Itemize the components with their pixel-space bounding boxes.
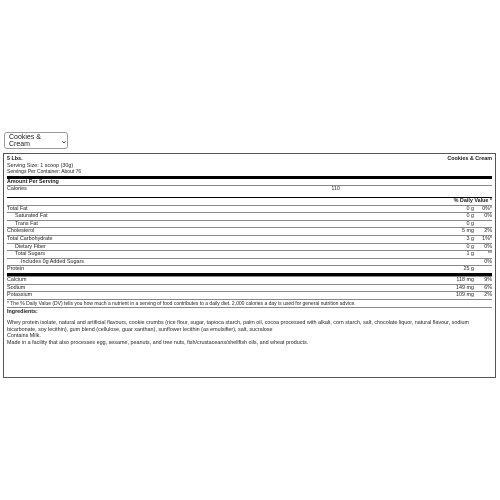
footnote: * The % Daily Value (DV) tells you how much a nutrient in a serving of food contributes to a daily diet. 2,000 calories a day is used for general nutrition advice. [7,300,356,307]
nutrient-name: Total Fat [7,205,28,212]
nutrient-row [7,258,492,266]
nutrient-row [7,243,492,251]
nutrient-daily-value: ** [487,251,492,258]
nutrient-name: Dietary Fiber [15,243,46,250]
mineral-daily-value: 6% [484,284,492,291]
nutrient-amount: 0 g [466,220,474,227]
nutrient-name: Includes 0g Added Sugars [21,258,84,265]
calories-value: 110 [331,186,340,193]
nutrient-name: Saturated Fat [15,213,48,220]
nutrient-row [7,265,492,273]
nutrient-name: Total Carbohydrate [7,235,53,242]
mineral-row [7,276,492,284]
nutrient-daily-value: 0% [484,258,492,265]
nutrient-row [7,220,492,228]
nutrient-row [7,212,492,220]
nutrient-amount: 5 mg [462,228,474,235]
nutrient-amount: 1 g [466,251,474,258]
nutrient-row [7,227,492,235]
nutrient-daily-value: 0% [484,243,492,250]
nutrient-amount: 0 g [466,243,474,250]
ingredients-text: Whey protein isolate, natural and artificial flavours, cookie crumbs (rice flour, sugar, tapioca starch, palm oil, cocoa processed with alkali, corn starch, salt, chocolate liquor, natural flavour, sodium bicarbonate, soy lecithin), gum blend (cellulose, guar xanthan), sunflower lecithin (as emulsifier), salt, sucralose [7,319,470,333]
nutrient-row [7,235,492,243]
serving-size: Serving Size: 1 scoop (30g) [7,162,74,169]
nutrient-row [7,250,492,258]
container-size: 5 Lbs. [7,156,23,162]
nutrient-daily-value: 2% [484,228,492,235]
nutrient-amount: 3 g [466,235,474,242]
nutrient-name: Total Sugars [15,251,45,258]
mineral-daily-value: 9% [484,276,492,283]
nutrient-daily-value: 0%* [482,205,492,212]
facility-text: Made in a facility that also processes egg, sesame, peanuts, and tree nuts, fish/crustaceans/shellfish oils, and wheat products. [7,340,309,347]
mineral-row [7,284,492,292]
mineral-daily-value: 2% [484,292,492,299]
flavor-name: Cookies & Cream [447,156,492,162]
daily-value-header: % Daily Value * [453,197,492,204]
mineral-amount: 149 mg [456,284,474,291]
flavor-select[interactable] [4,132,68,149]
mineral-amount: 109 mg [456,292,474,299]
calories-label: Calories [7,186,27,193]
mineral-name: Potassium [7,292,33,299]
nutrition-facts-panel [3,153,496,378]
mineral-row [7,291,492,299]
servings-per-container: Servings Per Container: About 76 [7,169,82,176]
contains-text: Contains Milk. [7,333,41,340]
mineral-name: Sodium [7,284,26,291]
flavor-select-value: Cookies & Cream [9,133,41,148]
mineral-amount: 118 mg [456,276,474,283]
nutrient-row [7,205,492,213]
chevron-down-icon: ⌄ [60,137,68,145]
ingredients-label: Ingredients: [7,309,38,316]
nutrient-amount: 25 g [463,266,474,273]
nutrient-name: Trans Fat [15,220,38,227]
nutrient-daily-value: 0% [484,213,492,220]
nutrient-amount: 0 g [466,213,474,220]
amount-per-serving: Amount Per Serving [7,178,59,185]
nutrient-daily-value: 1%* [482,235,492,242]
mineral-name: Calcium [7,276,27,283]
nutrient-amount: 0 g [466,205,474,212]
nutrient-name: Protein [7,266,25,273]
nutrient-name: Cholesterol [7,228,35,235]
